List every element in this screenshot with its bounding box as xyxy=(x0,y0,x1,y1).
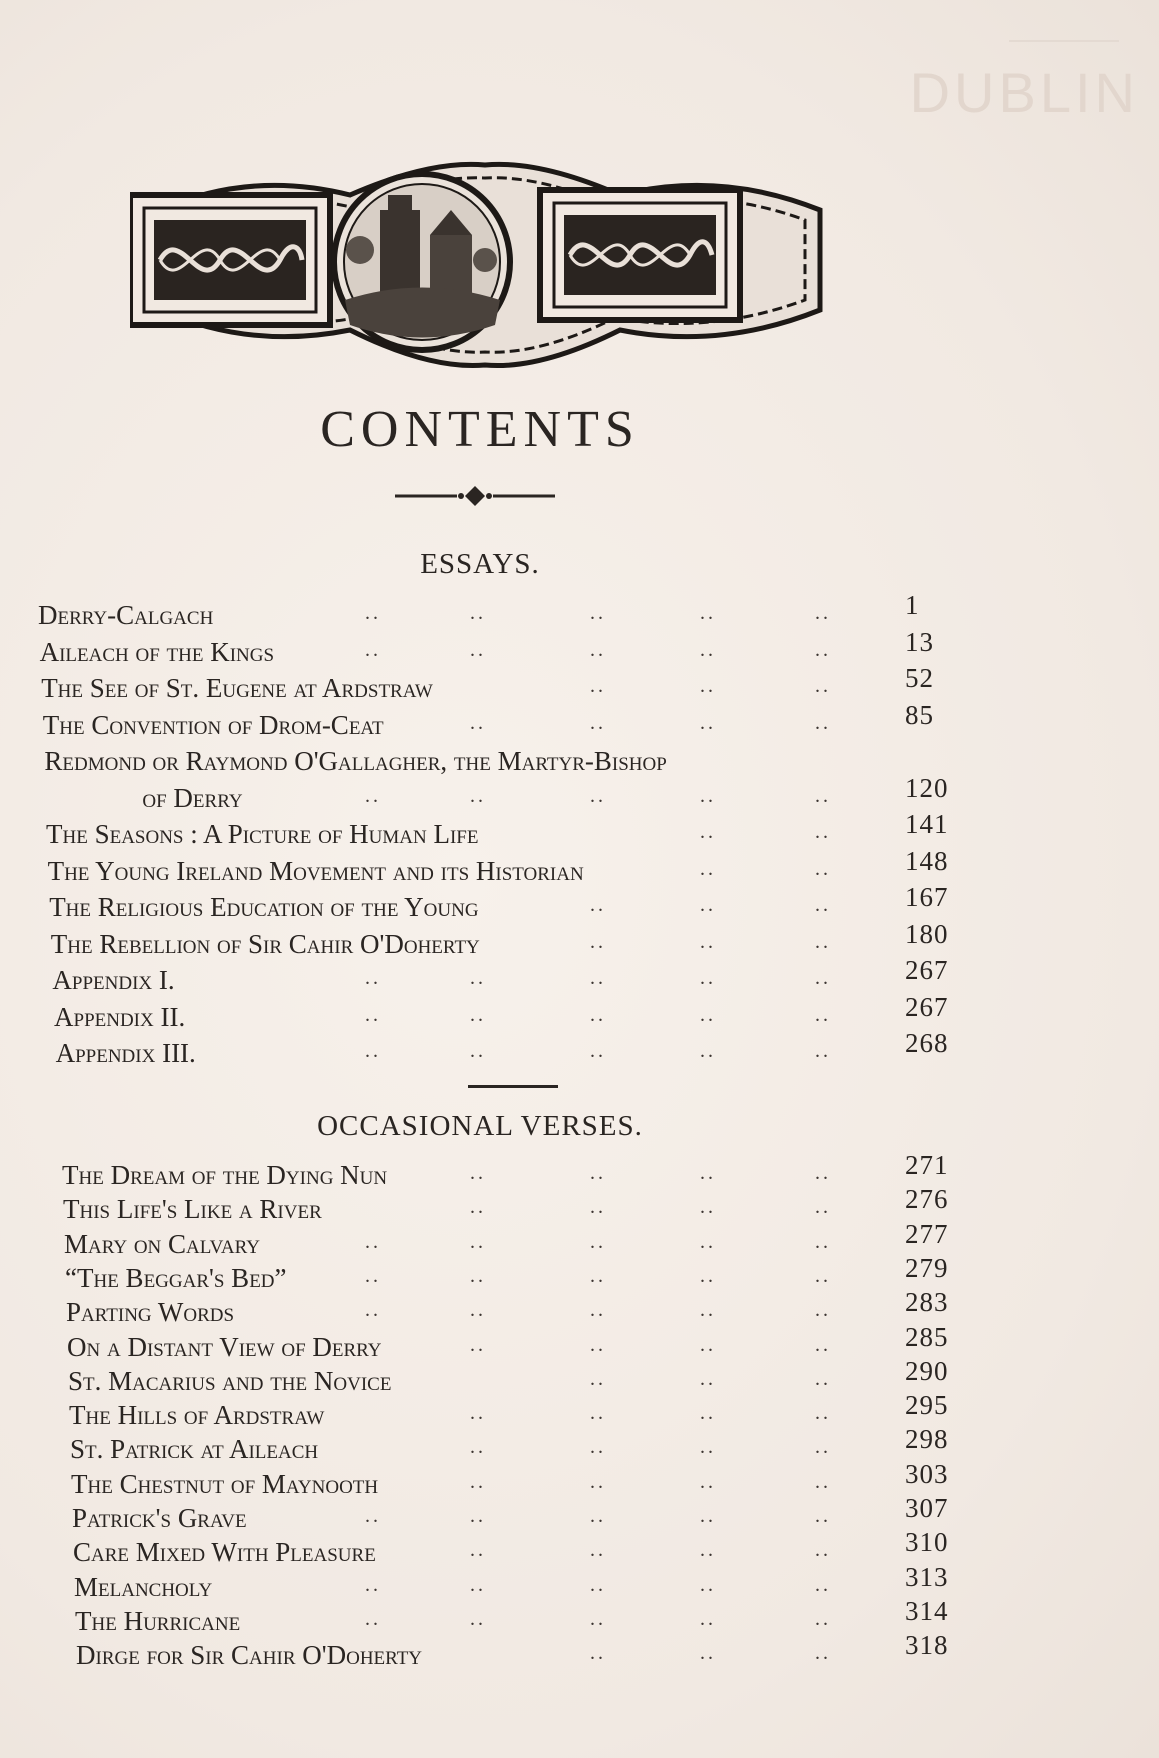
toc-entry[interactable] xyxy=(0,1493,1159,1537)
toc-page-number: 298 xyxy=(905,1424,949,1455)
leader-dots: .. xyxy=(815,1642,831,1665)
toc-entry[interactable] xyxy=(0,1252,1159,1297)
toc-entry-title: St. Macarius and the Novice xyxy=(68,1365,392,1396)
leader-dots: .. xyxy=(815,1003,831,1026)
leader-dots: .. xyxy=(590,967,606,989)
toc-page-number: 141 xyxy=(905,809,949,839)
leader-dots: .. xyxy=(590,1230,606,1253)
leader-dots: .. xyxy=(470,1040,486,1062)
toc-entry[interactable] xyxy=(0,1355,1159,1400)
leader-dots: .. xyxy=(815,1436,831,1459)
toc-entry-title: Derry-Calgach xyxy=(38,600,214,630)
toc-entry[interactable] xyxy=(0,1321,1159,1366)
toc-page-number: 267 xyxy=(905,955,949,985)
toc-entry[interactable] xyxy=(0,699,1159,744)
toc-entry[interactable] xyxy=(0,1458,1159,1503)
leader-dots: .. xyxy=(815,675,831,697)
toc-page-number: 271 xyxy=(905,1150,949,1180)
toc-entry[interactable] xyxy=(0,918,1159,963)
toc-entry-title: Patrick's Grave xyxy=(72,1503,247,1533)
toc-entry-title: St. Patrick at Aileach xyxy=(70,1434,319,1465)
leader-dots: .. xyxy=(700,1299,716,1322)
leader-dots: .. xyxy=(470,1333,486,1356)
leader-dots: .. xyxy=(470,602,486,624)
leader-dots: .. xyxy=(470,1162,486,1184)
leader-dots: .. xyxy=(365,1299,381,1322)
diamond-rule-icon xyxy=(395,485,555,507)
toc-entry-title: Dirge for Sir Cahir O'Doherty xyxy=(76,1640,423,1671)
leader-dots: .. xyxy=(590,1470,606,1493)
leader-dots: .. xyxy=(700,1333,716,1356)
leader-dots: .. xyxy=(365,1003,381,1026)
toc-entry[interactable] xyxy=(0,1390,1159,1434)
leader-dots: .. xyxy=(365,1040,381,1062)
toc-page-number: 276 xyxy=(905,1184,949,1215)
leader-dots: .. xyxy=(815,602,831,624)
leader-dots: .. xyxy=(815,1367,831,1390)
leader-dots: .. xyxy=(815,1040,831,1062)
leader-dots: .. xyxy=(815,1333,831,1356)
leader-dots: .. xyxy=(815,1230,831,1253)
leader-dots: .. xyxy=(700,1436,716,1459)
toc-page-number: 283 xyxy=(905,1287,949,1318)
toc-entry-title-continued: of Derry xyxy=(142,782,243,813)
toc-entry-title: Care Mixed With Pleasure xyxy=(73,1537,376,1568)
leader-dots: .. xyxy=(590,602,606,624)
leader-dots: .. xyxy=(470,967,486,989)
leader-dots: .. xyxy=(700,930,716,953)
toc-entry[interactable] xyxy=(0,663,1159,707)
leader-dots: .. xyxy=(700,1402,716,1425)
toc-entry-title: Mary on Calvary xyxy=(64,1228,260,1259)
leader-dots: .. xyxy=(470,1539,486,1562)
toc-page-number: 310 xyxy=(905,1527,949,1558)
leader-dots: .. xyxy=(700,1367,716,1390)
leader-dots: .. xyxy=(815,1162,831,1184)
toc-page-number: 120 xyxy=(905,772,949,803)
leader-dots: .. xyxy=(815,1470,831,1493)
leader-dots: .. xyxy=(470,1470,486,1493)
bleed-through-stamp: DUBLIN xyxy=(909,61,1139,124)
leader-dots: .. xyxy=(470,1299,486,1322)
leader-dots: .. xyxy=(700,711,716,734)
leader-dots: .. xyxy=(590,1196,606,1219)
leader-dots: .. xyxy=(700,821,716,843)
toc-entry[interactable] xyxy=(0,1028,1159,1072)
leader-dots: .. xyxy=(365,638,381,661)
toc-entry[interactable] xyxy=(0,1287,1159,1331)
toc-entry[interactable] xyxy=(0,1561,1159,1606)
leader-dots: .. xyxy=(700,638,716,661)
leader-dots: .. xyxy=(815,638,831,661)
leader-dots: .. xyxy=(590,1505,606,1527)
leader-dots: .. xyxy=(700,1573,716,1596)
section-heading: OCCASIONAL VERSES. xyxy=(317,1110,643,1142)
toc-entry-title: The Religious Education of the Young xyxy=(49,892,479,922)
leader-dots: .. xyxy=(590,1402,606,1425)
toc-entry-title: The Rebellion of Sir Cahir O'Doherty xyxy=(50,928,480,959)
leader-dots: .. xyxy=(470,1505,486,1527)
toc-page-number: 267 xyxy=(905,991,949,1022)
toc-entry-title: Appendix I. xyxy=(52,965,175,995)
leader-dots: .. xyxy=(470,1196,486,1219)
toc-page-number: 148 xyxy=(905,845,949,876)
toc-entry[interactable] xyxy=(0,845,1159,890)
toc-entry-title: Appendix III. xyxy=(55,1038,196,1068)
leader-dots: .. xyxy=(590,1573,606,1596)
leader-dots: .. xyxy=(815,1539,831,1562)
leader-dots: .. xyxy=(815,784,831,807)
toc-page-number: 313 xyxy=(905,1561,949,1592)
toc-entry[interactable] xyxy=(0,809,1159,853)
toc-page-number: 314 xyxy=(905,1595,949,1626)
leader-dots: .. xyxy=(700,967,716,989)
toc-entry[interactable] xyxy=(0,1595,1159,1640)
leader-dots: .. xyxy=(700,1470,716,1493)
leader-dots: .. xyxy=(815,1505,831,1527)
leader-dots: .. xyxy=(815,1196,831,1219)
toc-entry-title: The Dream of the Dying Nun xyxy=(62,1160,388,1190)
leader-dots: .. xyxy=(700,1003,716,1026)
leader-dots: .. xyxy=(470,1436,486,1459)
leader-dots: .. xyxy=(590,1040,606,1062)
leader-dots: .. xyxy=(700,1505,716,1527)
leader-dots: .. xyxy=(700,1642,716,1665)
leader-dots: .. xyxy=(365,1573,381,1596)
toc-page-number: 13 xyxy=(905,626,934,657)
toc-entry[interactable] xyxy=(0,1218,1159,1263)
toc-entry-title: The Hills of Ardstraw xyxy=(69,1400,325,1431)
leader-dots: .. xyxy=(590,1539,606,1562)
leader-dots: .. xyxy=(700,1040,716,1062)
toc-entry-title: This Life's Like a River xyxy=(63,1194,322,1225)
toc-entry-title: The Convention of Drom-Ceat xyxy=(42,709,384,740)
page-title: CONTENTS xyxy=(320,401,640,458)
toc-page-number: 85 xyxy=(905,699,934,730)
leader-dots: .. xyxy=(365,1505,381,1527)
toc-page-number: 1 xyxy=(905,590,920,620)
leader-dots: .. xyxy=(365,1230,381,1253)
toc-entry-title: The Chestnut of Maynooth xyxy=(71,1468,379,1499)
leader-dots: .. xyxy=(700,894,716,916)
toc-entry[interactable] xyxy=(0,1150,1159,1194)
toc-entry-title: Redmond or Raymond O'Gallagher, the Martyr-Bishop xyxy=(44,746,667,776)
toc-page-number: 277 xyxy=(905,1218,949,1249)
leader-dots: .. xyxy=(815,930,831,953)
leader-dots: .. xyxy=(815,1607,831,1630)
leader-dots: .. xyxy=(590,1299,606,1322)
toc-page-number: 279 xyxy=(905,1252,949,1283)
leader-dots: .. xyxy=(365,784,381,807)
toc-page-number: 180 xyxy=(905,918,949,949)
toc-entry-title: The See of St. Eugene at Ardstraw xyxy=(41,673,433,703)
leader-dots: .. xyxy=(590,930,606,953)
leader-dots: .. xyxy=(815,711,831,734)
leader-dots: .. xyxy=(815,857,831,880)
toc-entry-title: Appendix II. xyxy=(54,1001,186,1032)
leader-dots: .. xyxy=(470,1607,486,1630)
celtic-ornament-icon xyxy=(130,150,840,380)
toc-entry-title: On a Distant View of Derry xyxy=(67,1331,382,1362)
toc-entry-title: Melancholy xyxy=(74,1571,213,1602)
toc-page-number: 318 xyxy=(905,1630,949,1661)
leader-dots: .. xyxy=(470,1230,486,1253)
toc-entry[interactable] xyxy=(0,1184,1159,1228)
toc-entry[interactable] xyxy=(0,991,1159,1036)
toc-page-number: 268 xyxy=(905,1028,949,1058)
leader-dots: .. xyxy=(590,1003,606,1026)
leader-dots: .. xyxy=(700,1162,716,1184)
leader-dots: .. xyxy=(815,967,831,989)
toc-entry[interactable] xyxy=(0,1424,1159,1468)
leader-dots: .. xyxy=(590,894,606,916)
leader-dots: .. xyxy=(590,1333,606,1356)
leader-dots: .. xyxy=(700,675,716,697)
leader-dots: .. xyxy=(590,1642,606,1665)
toc-entry-title: The Seasons : A Picture of Human Life xyxy=(46,819,479,849)
leader-dots: .. xyxy=(590,784,606,807)
leader-dots: .. xyxy=(590,638,606,661)
leader-dots: .. xyxy=(590,1264,606,1287)
toc-entry[interactable] xyxy=(0,1630,1159,1674)
leader-dots: .. xyxy=(470,638,486,661)
leader-dots: .. xyxy=(590,711,606,734)
toc-entry-title: Parting Words xyxy=(66,1297,235,1328)
toc-page-number: 307 xyxy=(905,1493,949,1523)
leader-dots: .. xyxy=(700,1264,716,1287)
leader-dots: .. xyxy=(470,784,486,807)
leader-dots: .. xyxy=(700,1539,716,1562)
toc-entry-title: The Young Ireland Movement and its Historian xyxy=(47,855,584,886)
leader-dots: .. xyxy=(470,1402,486,1425)
toc-page-number: 167 xyxy=(905,882,949,912)
leader-dots: .. xyxy=(815,1573,831,1596)
leader-dots: .. xyxy=(700,1230,716,1253)
leader-dots: .. xyxy=(590,1367,606,1390)
leader-dots: .. xyxy=(700,1607,716,1630)
toc-page-number: 303 xyxy=(905,1458,949,1489)
leader-dots: .. xyxy=(470,1264,486,1287)
leader-dots: .. xyxy=(365,1264,381,1287)
leader-dots: .. xyxy=(700,602,716,624)
bleed-through-rule xyxy=(1009,40,1119,42)
leader-dots: .. xyxy=(815,1264,831,1287)
leader-dots: .. xyxy=(700,784,716,807)
toc-entry[interactable] xyxy=(0,746,1159,813)
leader-dots: .. xyxy=(470,711,486,734)
leader-dots: .. xyxy=(365,967,381,989)
toc-page-number: 295 xyxy=(905,1390,949,1421)
section-heading: ESSAYS. xyxy=(420,548,540,580)
leader-dots: .. xyxy=(470,1573,486,1596)
leader-dots: .. xyxy=(815,1299,831,1322)
leader-dots: .. xyxy=(815,821,831,843)
toc-entry[interactable] xyxy=(0,955,1159,999)
toc-entry-title: “The Beggar's Bed” xyxy=(65,1262,287,1293)
leader-dots: .. xyxy=(365,602,381,624)
leader-dots: .. xyxy=(590,1436,606,1459)
leader-dots: .. xyxy=(590,675,606,697)
toc-entry[interactable] xyxy=(0,590,1159,634)
leader-dots: .. xyxy=(700,857,716,880)
leader-dots: .. xyxy=(590,1162,606,1184)
leader-dots: .. xyxy=(700,1196,716,1219)
leader-dots: .. xyxy=(815,894,831,916)
toc-page-number: 285 xyxy=(905,1321,949,1352)
leader-dots: .. xyxy=(470,1003,486,1026)
toc-page-number: 290 xyxy=(905,1355,949,1386)
leader-dots: .. xyxy=(590,1607,606,1630)
toc-entry-title: Aileach of the Kings xyxy=(39,636,275,667)
leader-dots: .. xyxy=(815,1402,831,1425)
toc-entry[interactable] xyxy=(0,882,1159,926)
toc-entry[interactable] xyxy=(0,626,1159,671)
toc-entry[interactable] xyxy=(0,1527,1159,1571)
toc-entry-title: The Hurricane xyxy=(75,1605,241,1636)
leader-dots: .. xyxy=(365,1607,381,1630)
section-divider xyxy=(468,1085,558,1088)
toc-page-number: 52 xyxy=(905,663,934,693)
